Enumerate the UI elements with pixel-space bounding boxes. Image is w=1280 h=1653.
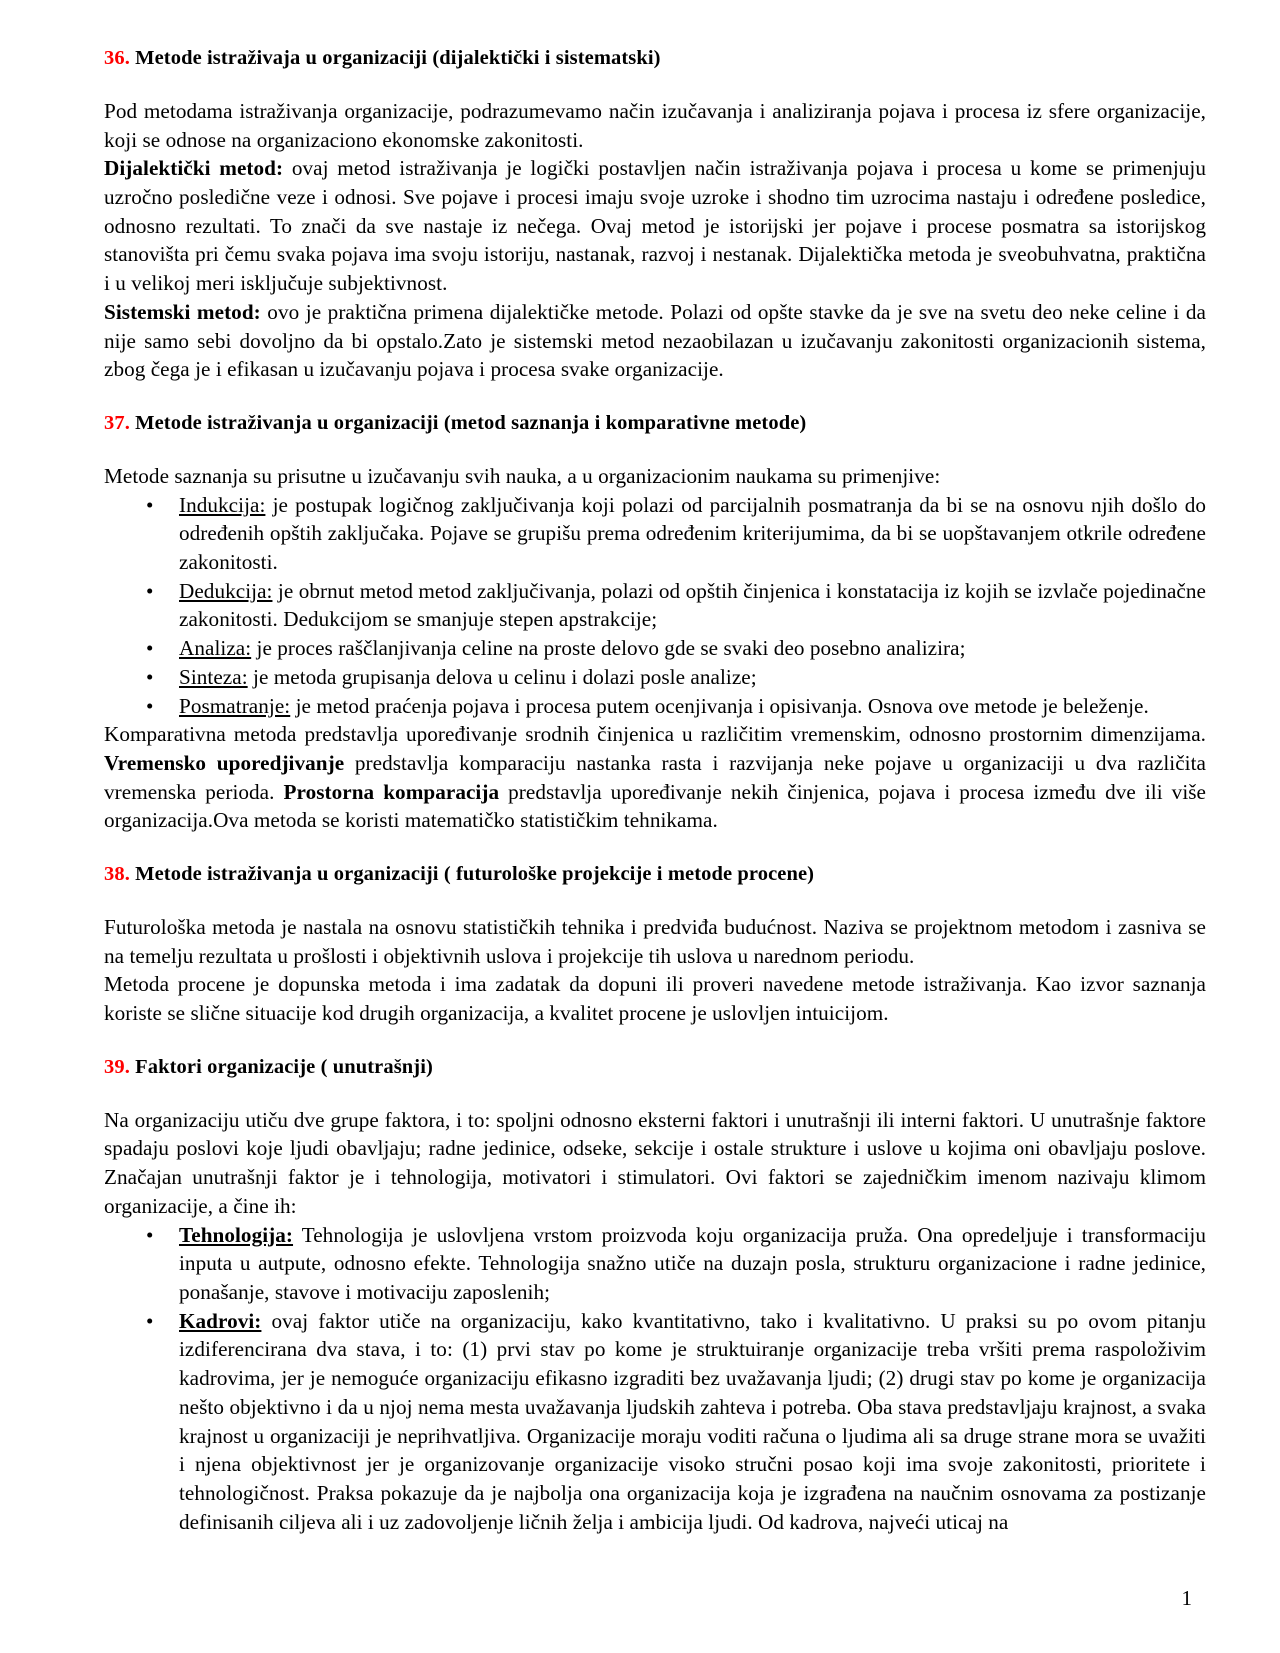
spacer [104, 835, 1206, 862]
section-title-36: Metode istraživaja u organizaciji (dijalektički i sistematski) [129, 47, 661, 69]
term-posmatranje: Posmatranje: [179, 693, 291, 718]
list-item-text: je metoda grupisanja delova u celinu i dolazi posle analize; [247, 664, 757, 689]
paragraph-38-1: Futurološka metoda je nastala na osnovu statističkih tehnika i predviđa budućnost. Naziva se projektnom metodom i zasniva se na temelju rezultata u prošlosti i objektivnih uslova i projekcije tih uslova u narednom periodu. [104, 915, 1206, 968]
list-item [104, 663, 1206, 692]
term-indukcija: Indukcija: [179, 492, 266, 517]
list-item-text: je proces raščlanjivanja celine na proste delovo gde se svaki deo posebno analizira; [251, 636, 966, 661]
paragraph-36-1 [104, 97, 1206, 154]
list-item [104, 1221, 1206, 1307]
spacer [104, 437, 1206, 462]
list-item [104, 692, 1206, 721]
paragraph-38-2: Metoda procene je dopunska metoda i ima zadatak da dopuni ili proveri navedene metode istraživanja. Kao izvor saznanja koriste se slične situacije kod drugih organizacija, a kvalitet procene je uslovljen intuicijom. [104, 972, 1206, 1026]
term-sistemski-metod: Sistemski metod: [104, 299, 261, 324]
list-item-text: ovaj faktor utiče na organizaciju, kako kvantitativno, tako i kvalitativno. U praksi su po ovom pitanju izdiferencirana dva stava, i to: (1) prvi stav po kome je struktuiranje organizacije treba vršiti prema raspoloživim kadrovima, jer je nemoguće organizaciju efikasno izgraditi bez uvažavanja ljudi; (2) drugi stav po kome je organizacija nešto objektivno i da u njoj nema mesta uvažavanja ljudskih zahteva i potreba. Oba stava predstavljaju krajnost, a svaka krajnost u organizaciji je neprihvatljiva. Organizacije moraju voditi računa o ljudima ali sa druge strane mora se uvažiti i njena objektivnost jer je organizovanje organizacije visoko stručni posao koji ima svoje zakonitosti, prioritete i tehnologičnost. Praksa pokazuje da je najbolja ona organizacija koja je izgrađena na naučnim osnovama za postizanje definisanih ciljeva ali i uz zadovoljenje ličnih želja i ambicija ljudi. Od kadrova, najveći uticaj na [179, 1308, 1206, 1534]
section-heading-37 [104, 411, 1206, 437]
section-title-39: Faktori organizacije ( unutrašnji) [129, 1055, 433, 1078]
term-vremensko-uporedjivanje: Vremensko uporedjivanje [104, 751, 345, 776]
bullet-icon: • [146, 578, 154, 603]
bullet-icon: • [146, 1222, 154, 1247]
bullet-icon: • [146, 492, 154, 517]
term-dijalekticki-metod: Dijalektički metod: [104, 156, 284, 181]
paragraph-text: ovo je praktična primena dijalektičke metode. Polazi od opšte stavke da je sve na svetu deo neke celine i da nije samo sebi dovoljno da bi opstalo.Zato je sistemski metod nezaobilazan u izučavanju zakonitosti organizacionih sistema, zbog čega je i efikasan u izučavanju pojava i procesa svake organizacije. [104, 299, 1206, 382]
list-item-text: je obrnut metod metod zaključivanja, polazi od opštih činjenica i konstatacija iz kojih se izvlače pojedinačne zakonitosti. Dedukcijom se smanjuje stepen apstrakcije; [179, 578, 1206, 632]
paragraph-36-3 [104, 298, 1206, 384]
term-dedukcija: Dedukcija: [179, 578, 273, 603]
spacer [104, 1028, 1206, 1055]
paragraph-text: predstavlja komparaciju nastanka rasta i razvijanja neke pojave u organizaciji u dva različita vremenska perioda. [104, 751, 1206, 804]
section-title-37: Metode istraživanja u organizaciji (metod saznanja i komparativne metode) [129, 412, 807, 435]
paragraph-text: Pod metodama istraživanja organizacije, podrazumevamo način izučavanja i analiziranja pojava i procesa iz sfere organizacije, koji se odnose na organizaciono ekonomske zakonitosti. [104, 98, 1206, 152]
bullet-icon: • [146, 1308, 154, 1333]
section-number-37: 37. [104, 412, 130, 435]
list-item [104, 1307, 1206, 1537]
bullet-list-37 [104, 491, 1206, 721]
document-body [104, 46, 1206, 1537]
list-item [104, 577, 1206, 634]
term-analiza: Analiza: [179, 636, 252, 661]
spacer [104, 384, 1206, 411]
list-item-text: je postupak logičnog zaključivanja koji polazi od parcijalnih posmatranja da bi se na osnovu njih došlo do određenih opštih zaključaka. Pojave se grupišu prema određenim kriterijumima, da bi se uopštavanjem otkrile određene zakonitosti. [179, 492, 1206, 574]
section-heading-36 [104, 46, 1206, 72]
list-item-text: je metod praćenja pojava i procesa putem ocenjivanja i opisivanja. Osnova ove metode je beleženje. [290, 693, 1149, 718]
term-sinteza: Sinteza: [179, 664, 248, 689]
term-tehnologija: Tehnologija: [179, 1222, 294, 1247]
spacer [104, 1081, 1206, 1106]
paragraph-text: predstavlja upoređivanje nekih činjenica, pojava i procesa između dve ili više organizacija.Ova metoda se koristi matematičko statističkim tehnikama. [104, 779, 1206, 833]
paragraph-text: ovaj metod istraživanja je logički postavljen način istraživanja pojava i procesa u kome se primenjuju uzročno posledične veze i odnosi. Sve pojave i procesi imaju svoje uzroke i shodno tim uzrocima nastaju i određene posledice, odnosno rezultati. To znači da sve nastaje iz nečega. Ovaj metod je istorijski jer pojave i procese posmatra sa istorijskog stanovišta pri čemu svaka pojava ima svoju istoriju, nastanak, razvoj i nestanak. Dijalektička metoda je sveobuhvatna, praktična i u velikoj meri isključuje subjektivnost. [104, 156, 1206, 296]
section-heading-39 [104, 1055, 1206, 1081]
section-heading-38 [104, 862, 1206, 888]
term-kadrovi: Kadrovi: [179, 1308, 262, 1333]
paragraph-text: Komparativna metoda predstavlja upoređivanje srodnih činjenica u različitim vremenskim, odnosno prostornim dimenzijama. [104, 722, 1206, 747]
bullet-icon: • [146, 636, 154, 661]
list-item-text: Tehnologija je uslovljena vrstom proizvoda koju organizacija pruža. Ona opredeljuje i transformaciju inputa u autpute, odnosno efekte. Tehnologija snažno utiče na duzajn posla, strukturu organizacione i radne jedinice, ponašanje, stavove i motivaciju zaposlenih; [179, 1222, 1206, 1305]
section-number-39: 39. [104, 1055, 130, 1078]
list-item [104, 491, 1206, 577]
bullet-icon: • [146, 664, 154, 689]
bullet-icon: • [146, 693, 154, 718]
section-number-38: 38. [104, 863, 130, 886]
term-prostorna-komparacija: Prostorna komparacija [283, 779, 500, 804]
paragraph-37-closing [104, 720, 1206, 835]
spacer [104, 72, 1206, 97]
list-item [104, 634, 1206, 663]
spacer [104, 888, 1206, 913]
section-title-38: Metode istraživanja u organizaciji ( futurološke projekcije i metode procene) [129, 863, 815, 886]
paragraph-36-2 [104, 154, 1206, 298]
paragraph-39-intro: Na organizaciju utiču dve grupe faktora, i to: spoljni odnosno eksterni faktori i unutrašnji ili interni faktori. U unutrašnje faktore spadaju poslovi koje ljudi obavljaju; radne jedinice, odseke, sekcije i ostale strukture i uslove u kojima oni obavljaju poslove. Značajan unutrašnji faktor je i tehnologija, motivatori i stimulatori. Ovi faktori se zajedničkim imenom nazivaju klimom organizacije, a čine ih: [104, 1107, 1206, 1218]
section-number-36: 36. [104, 47, 130, 69]
bullet-list-39 [104, 1221, 1206, 1537]
page-number: 1 [1181, 1586, 1192, 1610]
paragraph-37-intro: Metode saznanja su prisutne u izučavanju svih nauka, a u organizacionim naukama su primenjive: [104, 463, 941, 488]
